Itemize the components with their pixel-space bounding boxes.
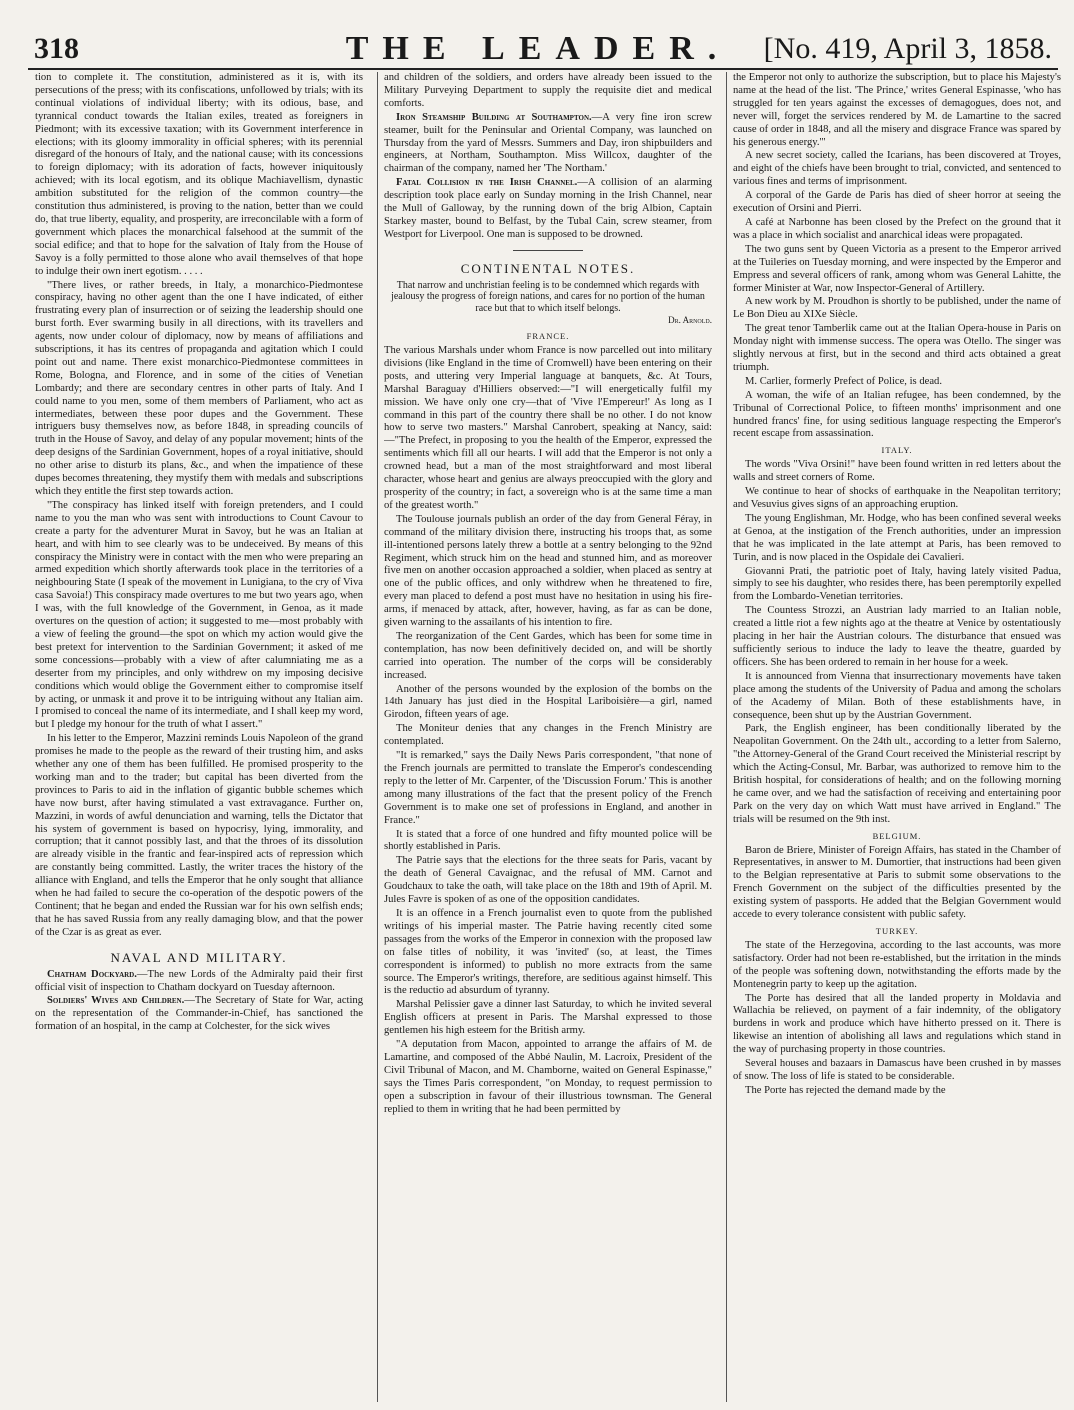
run-in-head: Chatham Dockyard.	[47, 968, 137, 980]
paragraph: The state of the Herzegovina, according to the last accounts, was more satisfactory. Order had not been re-established, but the irritation in the minds of the people was softening down, notwithstanding the efforts made by the Montenegrin party to keep up the agitation.	[733, 939, 1061, 990]
paragraph: Marshal Pelissier gave a dinner last Saturday, to which he invited several English officers at present in Paris. The Marshal expressed to those gentlemen his high esteem for the British army.	[384, 999, 712, 1037]
paragraph: the Emperor not only to authorize the subscription, but to place his Majesty's name at the head of the list. 'The Prince,' writes General Espinasse, 'who has struggled for ten years against the excesses of demagogues, does not, and never will, forget the services rendered by M. de Lamartine to the sacred cause of order in 1848, and all the misery and disgrace France was spared by his generous energy.'"	[733, 72, 1061, 148]
subheading-france: FRANCE.	[526, 331, 570, 342]
epigraph-signature: Dr. Arnold.	[668, 315, 712, 326]
paragraph: The Porte has rejected the demand made by the	[745, 1084, 946, 1096]
paragraph: The two guns sent by Queen Victoria as a present to the Emperor arrived at the Tuileries on Tuesday morning, and were inspected by the Emperor and Empress and several officers of rank, among whom was General Lahitte, the former Minister at War, now Inspector-General of Artillery.	[733, 243, 1061, 294]
paragraph: Soldiers' Wives and Children.—The Secretary of State for War, acting on the representation of the Commander-in-Chief, has sanctioned the formation of an hospital, in the camp at Colchester, for the sick wives	[35, 995, 363, 1033]
paragraph: The great tenor Tamberlik came out at the Italian Opera-house in Paris on Monday night with immense success. The opera was Otello. The singer was slightly nervous at first, but in the second and third acts obtained a great triumph.	[733, 323, 1061, 373]
paragraph: "A deputation from Macon, appointed to arrange the affairs of M. de Lamartine, and composed of the Abbé Naulin, M. Lacroix, President of the Civil Tribunal of Macon, and M. Chamborne, waited on General Espinasse," says the Times Paris correspondent, "on Monday, to request permission to open a subscription in favour of their illustrious townsman. The General replied to them in writing that he had been permitted by	[384, 1039, 712, 1115]
paragraph: Giovanni Prati, the patriotic poet of Italy, having lately visited Padua, simply to see his daughter, who resides there, has been peremptorily expelled from the Lombardo-Venetian territories.	[733, 565, 1061, 603]
paragraph: The Toulouse journals publish an order of the day from General Féray, in command of the military division there, instructing his troops that, as some ill-intentioned persons lately threw a bottle at a sentry belonging to the 92nd Regiment, which struck him on the head and stunned him, and as moreover five men on another occasion approached a soldier, when placed as sentry at one of the public offices, and only withdrew when he threatened to fire, every man placed to defend a post must have no hesitation in using his fire-arms, if menaced by attack, after, however, having, as far as can be done, given warning to the assailants of his intention to fire.	[384, 513, 712, 629]
masthead	[28, 28, 1058, 70]
epigraph: That narrow and unchristian feeling is to be condemned which regards with jealousy the progress of foreign nations, and cares for no portion of the human race but that to which itself belongs.	[391, 279, 705, 314]
paragraph: A café at Narbonne has been closed by the Prefect on the ground that it was a place in which socialist and anarchical ideas were propagated.	[733, 216, 1061, 241]
paragraph: The Patrie says that the elections for the three seats for Paris, vacant by the death of General Cavaignac, and the refusal of MM. Carnot and Goudchaux to take the oath, will take place on the 18th and 19th of April. M. Jules Favre is spoken of as one of the opposition candidates.	[384, 855, 712, 906]
paragraph: The words "Viva Orsini!" have been found written in red letters about the walls and street corners of Rome.	[733, 459, 1061, 484]
paragraph: Chatham Dockyard.—The new Lords of the Admiralty paid their first official visit of inspection to Chatham dockyard on Tuesday afternoon.	[35, 968, 363, 993]
paragraph: In his letter to the Emperor, Mazzini reminds Louis Napoleon of the grand promises he made to the people as the reward of their trusting him, and asks whether any one of them has been fulfilled. He promised prosperity to the working man and to the trader; but capital has been diverted from the provinces to Paris to aid in the inflation of gigantic bubble schemes which have now burst, after having stimulated a vast extravagance. Further on, Mazzini, in words of awful denunciation and warning, tells the Dictator that his system of government is based on hypocrisy, lying, immorality, and corruption; that it cannot possibly last, and that the throes of its dissolution are already visible in the frantic and fear-inspired acts of repression which are constantly being committed. Lastly, the writer traces the history of the alliance with England, and tells the Emperor that he only sought that alliance when he had failed to secure the co-operation of the despotic powers of the Continent; that he began and ended the Russian war for his own selfish ends; that he has saved Russia from any really damaging blow, and that the power of the Czar is as great as ever.	[35, 733, 363, 938]
paragraph: "There lives, or rather breeds, in Italy, a monarchico-Piedmontese conspiracy, having no other agent than the one I have indicated, of either frustrating every plan of insurrection or of seizing the leadership should one burst forth. Ever swarming busily in all directions, with its travellers and agents, now under colour of diplomacy, now by means of affiliations and subscriptions, it has its centres of propaganda and agitation which I could point out and name. There exist monarchico-Piedmontese committees in Rome, Bologna, and Florence, and in some of the cities of Venetian Lombardy; and there are secondary centres in other parts of Italy. And I could name to you men, some of them members of Parliament, who act as intermediates, between these poor dupes and the Government. These intriguers busy themselves now, as before 1848, in spreading councils of truth in the House of Savoy, and delay of any popular movement; hints of the deep designs of the Sardinian Government, hopes of a royal initiative, should no other arise to disturb its plans, &c., and when the impatience of these dupes becomes threatening, they mystify them with medals and subscriptions which they entitle the first step towards action.	[35, 279, 363, 497]
paragraph: Baron de Briere, Minister of Foreign Affairs, has stated in the Chamber of Representatives, in answer to M. Dumortier, that instructions had been given to the Belgian representative at Paris to submit some observations to the French Government on the subject of the difficulties presented by the existing system of passports. He added that the Belgian Government would accede to every tolerance consistent with public safety.	[733, 844, 1061, 921]
subheading-italy: ITALY.	[881, 445, 913, 456]
paragraph: M. Carlier, formerly Prefect of Police, is dead.	[745, 375, 942, 387]
divider	[513, 250, 583, 251]
column-rule	[377, 72, 378, 1402]
paragraph: "The conspiracy has linked itself with foreign pretenders, and I could name to you the man who was sent with introductions to Count Cavour to create a party for the adventurer Murat in Savoy, but he was an Italian at heart, and with him to see clearly was to be undeceived. By means of this conspiracy the Ministry were in contact with the men who were preparing an armed expedition which shortly afterwards took place in the territories of a neighbouring State (I speak of the movement in Lunigiana, to the cry of Viva casa Savoia!) This conspiracy made overtures to me but two years ago, when I was, with the full knowledge of the Government, in Genoa, as it made overtures on the question of action; it suggested to me—most probably with a view of feeling the ground—the spot on which my action would give the best pretext for intervention to the Sardinian Government; it asked of me some concessions—probably with a view of after calumniating me as a deserter from my principles, and only withdrew on my imposing decisive conditions which would oblige the Government either to compromise itself by acting, or unmask it and prove it to be intriguing without any Italian aim. I promised to conceal the name of its intermediate, and I shall keep my word, but I pledge my honour for the truth of what I assert."	[35, 499, 363, 731]
paragraph: and children of the soldiers, and orders have already been issued to the Military Purveying Department to supply the requisite diet and medical comforts.	[384, 72, 712, 109]
paragraph: tion to complete it. The constitution, administered as it is, with its persecutions of the press; with its confiscations, unfollowed by trials; with its continual violations of individual liberty; with its odious, base, and tyrannical conduct towards the Italian exiles, treated as foreigners in Piedmont; with its excessive taxation; with its Government interference in elections; with its gloomy immorality in official spheres; with its perennial disregard of the honours of Italy, and the national cause; with its concessions to foreign diplomacy; with its adoration of facts, however iniquitously achieved; with its local egotism, and its oblique Machiavellism, dynastic ambition substituted for the religion of the common country—the constitution thus administered, is proving to the nation, better than we could do, that true liberty, equality, and prosperity, are irreconcilable with a form of government which places the monarchical falsehood at the summit of the social edifice; and that to hope for the salvation of Italy from the House of Savoy is a folly permitted to those alone who avail themselves of that hope to indulge their own inert egotism. . . . .	[35, 72, 363, 277]
paragraph: Several houses and bazaars in Damascus have been crushed in by masses of snow. The loss of life is stated to be considerable.	[733, 1058, 1061, 1082]
paragraph: The Moniteur denies that any changes in the French Ministry are contemplated.	[384, 723, 712, 748]
section-heading-naval: NAVAL AND MILITARY.	[110, 949, 288, 965]
paragraph: A woman, the wife of an Italian refugee, has been condemned, by the Tribunal of Correctional Police, to fifteen months' imprisonment and one hundred francs' fine, for using seditious language respecting the Emperor's recent escape from assassination.	[733, 389, 1061, 440]
paragraph: "It is remarked," says the Daily News Paris correspondent, "that none of the French journals are permitted to translate the Emperor's condescending reply to the letter of Mr. Carpenter, of the 'Discussion Forum.' This is another among many illustrations of the fact that the present policy of the French Government is to make one set of professions in England, and another in France."	[384, 750, 712, 826]
run-in-head: Fatal Collision in the Irish Channel.	[396, 177, 578, 189]
paragraph: Park, the English engineer, has been conditionally liberated by the Neapolitan Government. On the 24th ult., according to a letter from Salerno, "the Attorney-General of the Grand Court received the Ministerial rescript by which the Acting-Consul, Mr. Barbar, was authorized to remove him to the British hospital, for considerations of health; and on the following morning he came over, and we had the satisfaction of receiving and entertaining poor Park on the very day on which Watt must have arrived in England." The trials will be resumed on the 9th inst.	[733, 723, 1061, 825]
paragraph: It is an offence in a French journalist even to quote from the published writings of his imperial master. The Patrie having recently cited some passages from the works of the Emperor in connexion with the proposed law on false titles of nobility, it was 'invited' (so, at least, the Times correspondent is informed) to publish no more extracts from the same source. The Emperor's writings, therefore, are seditious against himself. This is the reductio ad absurdum of tyranny.	[384, 907, 712, 997]
paragraph: The various Marshals under whom France is now parcelled out into military divisions (like England in the time of Cromwell) have been entering on their posts, and uttering very Imperial language at banquets, &c. At Tours, Marshal Baraguay d'Hilliers observed:—"I will energetically fulfil my mission. We have only one cry—that of 'Vive l'Empereur!' As long as I command in this part of the country there shall be no other. I do not know how to serve two masters." Marshal Canrobert, speaking at Nancy, said:—"The Prefect, in proposing to you the health of the Emperor, expressed the sentiments which fill all our hearts. I will add that the Emperor is not only a crowned head, but a man of the most straightforward and most liberal character, whose heart and genius are always preoccupied with the glory and prosperity of the country; in fact, a sovereign who is at the same time a man of the greatest worth."	[384, 345, 712, 511]
paragraph: It is announced from Vienna that insurrectionary movements have taken place among the students of the University of Padua and among the scholars of the Academy of Milan. Both of these establishments have, in consequence, been shut up by the Austrian Government.	[733, 670, 1061, 721]
paragraph: We continue to hear of shocks of earthquake in the Neapolitan territory; and Vesuvius gives signs of an approaching eruption.	[733, 486, 1061, 510]
paragraph: The young Englishman, Mr. Hodge, who has been confined several weeks at Genoa, at the instigation of the French authorities, under an impression that he was implicated in the late attempt at Paris, has been removed to Turin, and is now placed in the Ospidale dei Cavalieri.	[733, 512, 1061, 563]
page-number: 318	[34, 32, 79, 65]
column-1	[35, 72, 363, 1402]
newspaper-title: THE LEADER.	[345, 30, 731, 67]
column-3	[733, 72, 1061, 1402]
column-rule	[726, 72, 727, 1402]
subheading-belgium: BELGIUM.	[872, 830, 922, 841]
paragraph: Iron Steamship Building at Southampton.—A very fine iron screw steamer, built for the Peninsular and Oriental Company, was launched on Thursday from the yard of Messrs. Summers and Day, iron shipbuilders and engineers, at Northam, Southampton. Miss Willcox, daughter of the chairman of the company, named her 'The Northam.'	[384, 111, 712, 175]
paragraph: A new work by M. Proudhon is shortly to be published, under the name of Le Bon Dieu au XIXe Siècle.	[733, 296, 1061, 321]
paragraph: The Porte has desired that all the landed property in Moldavia and Wallachia be relieved, on payment of a fair indemnity, of the obligatory burdens in work and produce which have hitherto pressed on it. There is likewise an intention of abolishing all laws and regulations which stand in the way of purchasing property in those countries.	[733, 992, 1061, 1056]
paragraph: Another of the persons wounded by the explosion of the bombs on the 14th January has just died in the Hospital Lariboisière—a girl, named Girodon, fifteen years of age.	[384, 683, 712, 721]
paragraph: The Countess Strozzi, an Austrian lady married to an Italian noble, created a little riot a few nights ago at the theatre at Venice by ostentatiously placing in her hair the Austrian colours. The disturbance that ensued was sufficiently serious to induce the lady to leave the theatre, guarded by officers. She has been ordered to remain in her house for a week.	[733, 605, 1061, 668]
run-in-head: Soldiers' Wives and Children.	[47, 995, 185, 1007]
subheading-turkey: TURKEY.	[875, 926, 919, 936]
column-2	[384, 72, 712, 1402]
paragraph: The reorganization of the Cent Gardes, which has been for some time in contemplation, has now been definitively decided on, and will be shortly carried into operation. The number of the corps will be considerably increased.	[384, 630, 712, 681]
paragraph: A new secret society, called the Icarians, has been discovered at Troyes, and eight of the chiefs have been brought to trial, convicted, and sentenced to various fines and terms of imprisonment.	[733, 150, 1061, 188]
paragraph: It is stated that a force of one hundred and fifty mounted police will be shortly established in Paris.	[384, 828, 712, 853]
run-in-head: Iron Steamship Building at Southampton.	[396, 111, 592, 123]
issue-date: [No. 419, April 3, 1858.	[763, 32, 1052, 65]
paragraph: A corporal of the Garde de Paris has died of sheer horror at seeing the execution of Orsini and Pierri.	[733, 190, 1061, 215]
paragraph: Fatal Collision in the Irish Channel.—A collision of an alarming description took place early on Sunday morning in the Irish Channel, near the Mull of Galloway, by the running down of the brig Albion, Captain Starkey master, bound to Belfast, by the Tubal Cain, screw steamer, from Westport for Liverpool. One man is supposed to be drowned.	[384, 177, 712, 240]
section-heading-continental: CONTINENTAL NOTES.	[460, 260, 636, 276]
